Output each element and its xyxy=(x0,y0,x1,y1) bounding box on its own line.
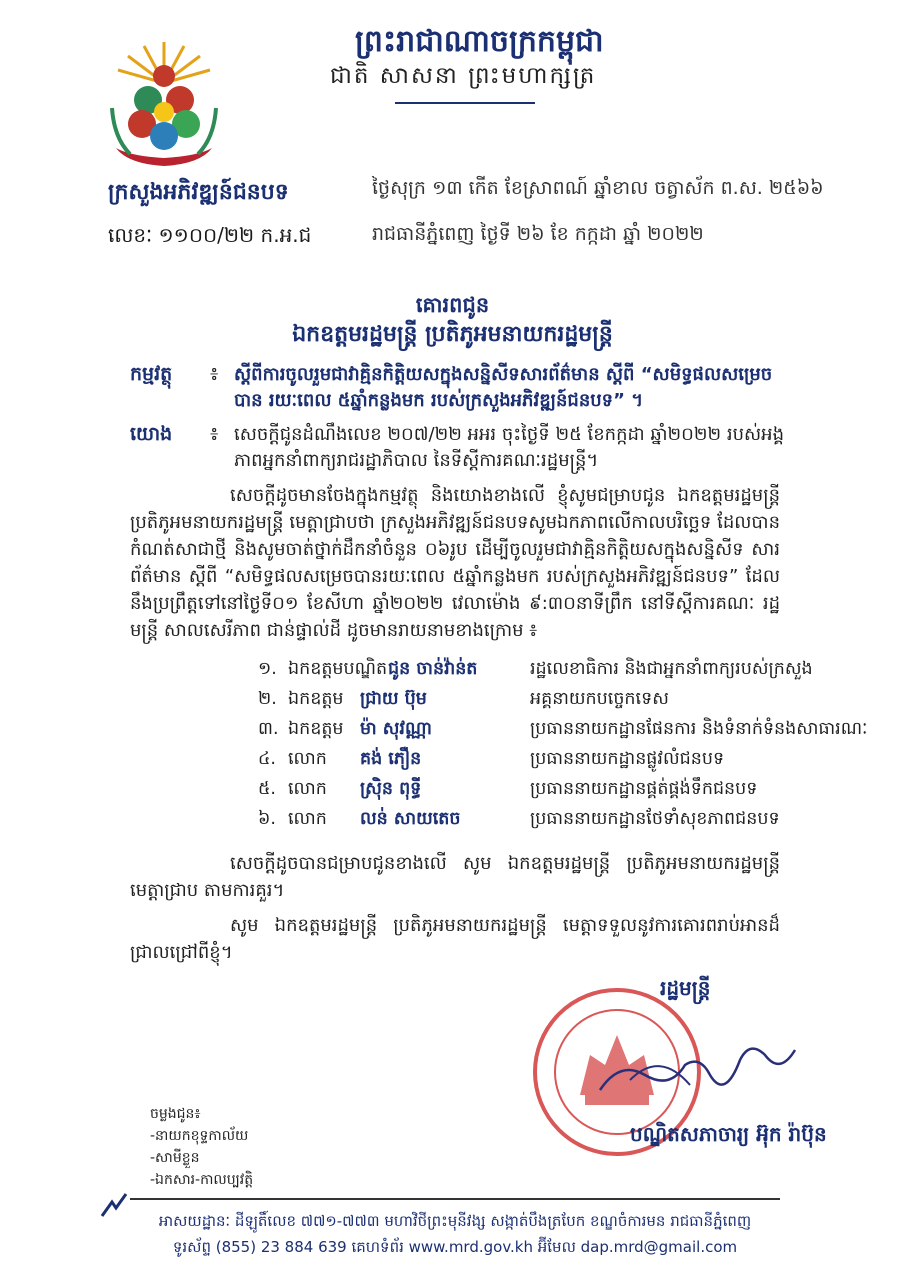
body-paragraph-1: សេចក្តីដូចមានចែងក្នុងកម្មវត្ថុ និងយោងខាងលើ ខ្ញុំសូមជម្រាបជូន ឯកឧត្តមរដ្ឋមន្ត្រី ប្រតិភូអមនាយករដ្ឋមន្ត្រី មេត្តាជ្រាបថា ក្រសួងអភិវឌ្ឍន៍ជនបទសូមឯកភាពលើកាលបរិច្ឆេទ ដែលបានកំណត់សាជាថ្មី និងសូមចាត់ថ្នាក់ដឹកនាំចំនួន ០៦រូប ដើម្បីចូលរួមជាវាគ្មិនកិត្តិយសក្នុងសន្និសីទ សារព័ត៌មាន ស្តីពី “សមិទ្ធផលសម្រេចបានរយៈពេល ៥ឆ្នាំកន្លងមក របស់ក្រសួងអភិវឌ្ឍន៍ជនបទ” ដែលនឹងប្រព្រឹត្តទៅនៅថ្ងៃទី០១ ខែសីហា ឆ្នាំ២០២២ វេលាម៉ោង ៩:៣០នាទីព្រឹក នៅទីស្តីការគណៈ រដ្ឋមន្ត្រី សាលសេរីភាព ជាន់ផ្ទាល់ដី ដូចមានរាយនាមខាងក្រោម ៖ xyxy=(130,485,780,641)
cc-title: ចម្លងជូន៖ xyxy=(150,1106,201,1122)
member-number: ២. xyxy=(258,689,277,709)
footer-address: អាសយដ្ឋានៈ ដីឡូតិ៍លេខ ៧៧១-៧៧៣ មហាវិថីព្រះមុនីវង្ស សង្កាត់បឹងត្របែក ខណ្ឌចំការមន រាជធានីភ្នំពេញ xyxy=(158,1212,752,1230)
member-row xyxy=(258,777,757,803)
recipient-title: ឯកឧត្តមរដ្ឋមន្ត្រី ប្រតិភូអមនាយករដ្ឋមន្ត្រី xyxy=(292,322,613,347)
footer-contact: ទូរស័ព្ទ (855) 23 884 639 គេហទំព័រ www.mrd.gov.kh អ៊ីមែល dap.mrd@gmail.com xyxy=(172,1238,738,1256)
member-row xyxy=(258,717,867,743)
member-title: លោក xyxy=(288,749,327,769)
member-title: លោក xyxy=(288,809,327,829)
member-title: ឯកឧត្តម xyxy=(288,689,344,709)
member-name: លន់ សាយតេច xyxy=(360,809,461,829)
national-motto: ជាតិ សាសនា ព្រះមហាក្សត្រ xyxy=(330,63,597,89)
member-number: ១. xyxy=(258,659,277,679)
subject-colon: ៖ xyxy=(210,363,219,385)
ministry-name: ក្រសួងអភិវឌ្ឍន៍ជនបទ xyxy=(108,180,289,205)
member-title: ឯកឧត្តម xyxy=(288,719,344,739)
member-number: ៣. xyxy=(258,719,279,739)
member-name: ជ្រាយ ប៊ុម xyxy=(360,689,427,709)
body-paragraph-3: សូម ឯកឧត្តមរដ្ឋមន្ត្រី ប្រតិភូអមនាយករដ្ឋមន្ត្រី មេត្តាទទួលនូវការគោរពរាប់អានដ៏ជ្រាលជ្រៅពីខ្ញុំ។ xyxy=(130,915,780,963)
member-position: ប្រធាននាយកដ្ឋានថែទាំសុខភាពជនបទ xyxy=(530,809,780,829)
subject-text: ស្តីពីការចូលរួមជាវាគ្មិនកិត្តិយសក្នុងសន្និសីទសារព័ត៌មាន ស្តីពី “សមិទ្ធផលសម្រេចបាន រយៈពេល ៥ឆ្នាំកន្លងមក របស់ក្រសួងអភិវឌ្ឍន៍ជនបទ” ។ xyxy=(234,364,773,411)
reference-label: យោង xyxy=(130,423,173,445)
reference-colon: ៖ xyxy=(210,423,219,445)
recipient-salutation: គោរពជូន xyxy=(415,293,490,317)
member-row xyxy=(258,747,724,773)
member-name: ជូន ចាន់វ៉ាន់ត xyxy=(388,659,478,679)
footer-ornament-icon xyxy=(98,1190,130,1222)
member-name: ម៉ា សុវណ្ណា xyxy=(360,719,432,739)
member-number: ៤. xyxy=(258,749,276,769)
lunar-date: ថ្ងៃសុក្រ ១៣ កើត ខែ​ស្រាពណ៍ ឆ្នាំខាល ចត្វាស័ក ព.ស. ២៥៦៦ xyxy=(372,177,824,199)
member-position: ប្រធាននាយកដ្ឋានផ្គត់ផ្គង់ទឹកជនបទ xyxy=(530,779,758,799)
member-position: រដ្ឋលេខាធិការ និងជាអ្នកនាំពាក្យរបស់ក្រសួង xyxy=(530,659,813,679)
signatory-name: បណ្ឌិតសភាចារ្យ អ៊ុក រ៉ាប៊ុន xyxy=(630,1122,827,1146)
member-position: ប្រធាននាយកដ្ឋានផ្លូវលំជនបទ xyxy=(530,749,725,769)
cc-item: -ឯកសារ-កាលប្បវត្តិ xyxy=(150,1172,254,1188)
motto-divider xyxy=(395,102,535,104)
ministry-logo xyxy=(108,38,220,173)
reference-text: សេចក្តីជូនដំណឹងលេខ ២០៧/២២ អអរ ចុះថ្ងៃទី ២៥ ខែកក្កដា ឆ្នាំ២០២២ របស់អង្គភាពអ្នកនាំពាក្យរាជរដ្ឋាភិបាល នៃទីស្តីការគណៈរដ្ឋមន្ត្រី។ xyxy=(234,424,784,471)
signature-role: រដ្ឋមន្ត្រី xyxy=(660,976,711,1000)
member-position: ប្រធាននាយកដ្ឋានផែនការ និងទំនាក់ទំនងសាធារណៈ xyxy=(530,719,868,739)
member-row xyxy=(258,657,813,683)
member-title: ឯកឧត្តមបណ្ឌិត xyxy=(288,659,388,679)
cc-item: -សាមីខ្លួន xyxy=(150,1150,200,1166)
subject-label: កម្មវត្ថុ xyxy=(130,363,173,385)
member-position: អគ្គនាយកបច្ចេកទេស xyxy=(530,689,669,709)
member-number: ៥. xyxy=(258,779,276,799)
solar-date: រាជធានីភ្នំពេញ ថ្ងៃទី ២៦ ខែ កក្កដា ឆ្នាំ ២០២២ xyxy=(372,223,704,245)
letter-number: លេខៈ ១១០០/២២ ក.អ.ជ xyxy=(108,223,312,247)
footer-divider xyxy=(130,1198,780,1200)
body-paragraph-2: សេចក្តីដូចបានជម្រាបជូនខាងលើ សូម ឯកឧត្តមរដ្ឋមន្ត្រី ប្រតិភូអមនាយករដ្ឋមន្ត្រី មេត្តាជ្រាប តាមការគួរ។ xyxy=(130,853,780,901)
member-title: លោក xyxy=(288,779,327,799)
member-row xyxy=(258,687,669,713)
member-row xyxy=(258,807,780,833)
kingdom-heading: ព្រះរាជាណាចក្រកម្ពុជា xyxy=(355,24,604,59)
member-name: ស្រ៊ិន ពុទ្ធី xyxy=(360,779,422,799)
member-number: ៦. xyxy=(258,809,276,829)
handwritten-signature xyxy=(590,1020,800,1110)
cc-item: -នាយកខុទ្ទកាល័យ xyxy=(150,1128,249,1144)
member-name: គង់ ភឿន xyxy=(360,749,422,769)
